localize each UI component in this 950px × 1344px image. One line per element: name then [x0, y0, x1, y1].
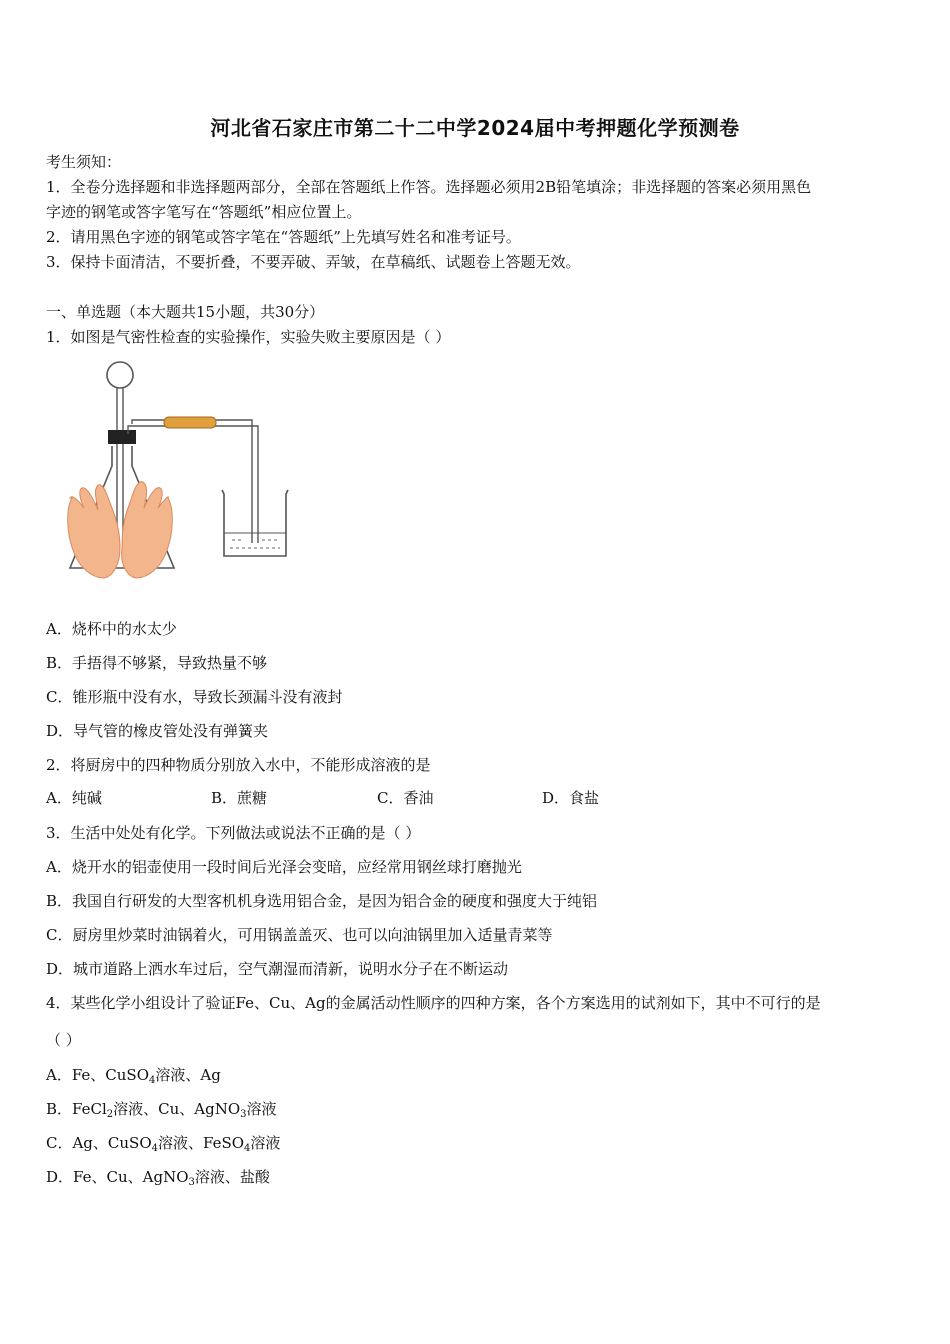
right-hand: [122, 482, 173, 578]
q4-a-subscript: 4: [149, 1075, 156, 1086]
q4-option-a: [46, 1065, 221, 1088]
q3-option-a: A．烧开水的铝壶使用一段时间后光泽会变暗，应经常用钢丝球打磨抛光: [46, 858, 522, 876]
funnel-bulb: [107, 362, 133, 388]
q4-a-text-1: A．Fe、CuSO: [46, 1066, 150, 1084]
q3-option-b: B．我国自行研发的大型客机机身选用铝合金，是因为铝合金的硬度和强度大于纯铝: [46, 892, 598, 910]
q4-b-subscript-2: 3: [240, 1109, 247, 1120]
q4-d-text-1: D．Fe、Cu、AgNO: [46, 1168, 189, 1186]
q4-a-text-2: 溶液、Ag: [155, 1066, 221, 1084]
rubber-hose: [164, 417, 216, 428]
q4-c-text-2: 溶液、FeSO: [158, 1134, 245, 1152]
q4-option-d: [46, 1167, 270, 1190]
q2-option-d: D．食盐: [542, 789, 600, 807]
q4-b-text-1: B．FeCl: [46, 1100, 107, 1118]
q1-option-b: B．手捂得不够紧，导致热量不够: [46, 654, 268, 672]
airtightness-apparatus-figure: [62, 358, 292, 580]
q4-d-text-2: 溶液、盐酸: [194, 1168, 270, 1186]
q4-b-text-3: 溶液: [246, 1100, 277, 1118]
q4-option-c: [46, 1133, 280, 1156]
q4-c-text-3: 溶液: [250, 1134, 281, 1152]
q4-b-text-2: 溶液、Cu、AgNO: [113, 1100, 241, 1118]
q2-option-a: A．纯碱: [46, 789, 102, 807]
q1-option-c: C．锥形瓶中没有水，导致长颈漏斗没有液封: [46, 688, 343, 706]
left-hand: [68, 485, 120, 578]
section-heading: 一、单选题（本大题共15小题，共30分）: [46, 303, 325, 321]
notice-item-2: 2．请用黑色字迹的钢笔或答字笔在“答题纸”上先填写姓名和准考证号。: [46, 228, 521, 246]
q2-option-c: C．香油: [377, 789, 434, 807]
question-1-stem: 1．如图是气密性检查的实验操作，实验失败主要原因是（ ）: [46, 328, 451, 346]
question-3-stem: 3．生活中处处有化学。下列做法或说法不正确的是（ ）: [46, 824, 421, 842]
notice-item-3: 3．保持卡面清洁，不要折叠，不要弄破、弄皱，在草稿纸、试题卷上答题无效。: [46, 253, 581, 271]
q2-option-b: B．蔗糖: [211, 789, 268, 807]
question-4-stem-line-1: 4．某些化学小组设计了验证Fe、Cu、Ag的金属活动性顺序的四种方案，各个方案选用的试剂如下，其中不可行的是: [46, 994, 821, 1012]
q4-c-text-1: C．Ag、CuSO: [46, 1134, 152, 1152]
q4-b-subscript-1: 2: [106, 1109, 114, 1120]
question-2-stem: 2．将厨房中的四种物质分别放入水中，不能形成溶液的是: [46, 756, 431, 774]
document-title: 河北省石家庄市第二十二中学2024届中考押题化学预测卷: [210, 116, 740, 140]
q4-c-subscript-2: 4: [244, 1143, 251, 1154]
q4-option-b: [46, 1099, 277, 1122]
notice-item-1-line-1: 1．全卷分选择题和非选择题两部分，全部在答题纸上作答。选择题必须用2B铅笔填涂；非选择题的答案必须用黑色: [46, 178, 812, 196]
notice-item-1-line-2: 字迹的钢笔或答字笔写在“答题纸”相应位置上。: [46, 203, 362, 221]
q4-c-subscript-1: 4: [151, 1143, 158, 1154]
q3-option-c: C．厨房里炒菜时油锅着火，可用锅盖盖灭、也可以向油锅里加入适量青菜等: [46, 926, 553, 944]
beaker: [222, 490, 288, 556]
question-4-stem-line-2: （ ）: [46, 1031, 81, 1049]
q1-option-d: D．导气管的橡皮管处没有弹簧夹: [46, 722, 269, 740]
notice-heading: 考生须知：: [46, 153, 122, 171]
rubber-stopper: [108, 430, 136, 444]
q4-d-subscript: 3: [188, 1177, 195, 1188]
q1-option-a: A．烧杯中的水太少: [46, 620, 177, 638]
q3-option-d: D．城市道路上洒水车过后，空气潮湿而清新，说明水分子在不断运动: [46, 960, 509, 978]
